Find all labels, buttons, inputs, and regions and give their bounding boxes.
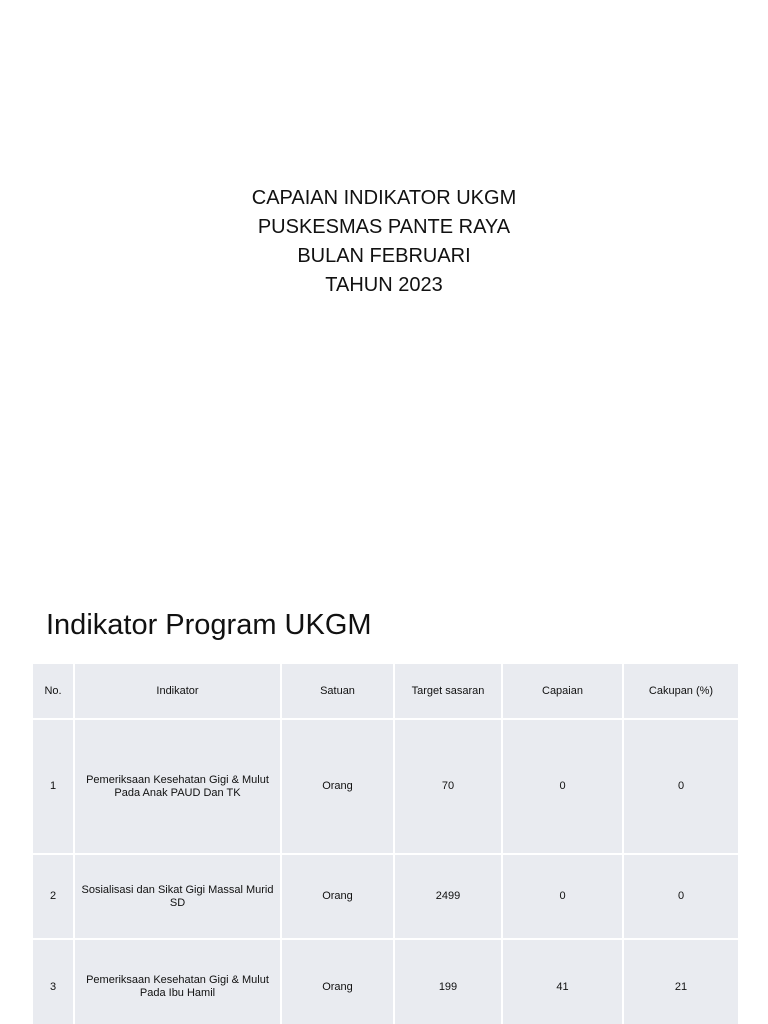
table-row	[33, 720, 740, 855]
cell-target: 199	[395, 940, 503, 1024]
header-capaian: Capaian	[503, 664, 624, 720]
header-satuan: Satuan	[282, 664, 395, 720]
cell-capaian: 0	[503, 720, 624, 855]
cell-indikator: Pemeriksaan Kesehatan Gigi & Mulut Pada Ibu Hamil	[75, 940, 282, 1024]
header-no: No.	[33, 664, 75, 720]
cell-no: 2	[33, 855, 75, 940]
cell-target: 2499	[395, 855, 503, 940]
slide-title	[0, 184, 768, 300]
cell-satuan: Orang	[282, 940, 395, 1024]
header-target: Target sasaran	[395, 664, 503, 720]
cell-cakupan: 21	[624, 940, 740, 1024]
table-row	[33, 855, 740, 940]
cell-capaian: 0	[503, 855, 624, 940]
cell-cakupan: 0	[624, 855, 740, 940]
cell-capaian: 41	[503, 940, 624, 1024]
slide-heading: Indikator Program UKGM	[46, 609, 372, 641]
cell-cakupan: 0	[624, 720, 740, 855]
cell-target: 70	[395, 720, 503, 855]
cell-no: 3	[33, 940, 75, 1024]
table-slide	[0, 560, 768, 1024]
table-header-row	[33, 664, 740, 720]
title-line: CAPAIAN INDIKATOR UKGM	[251, 187, 517, 209]
title-line: BULAN FEBRUARI	[297, 245, 471, 267]
table-row	[33, 940, 740, 1024]
cell-no: 1	[33, 720, 75, 855]
title-line: TAHUN 2023	[325, 274, 443, 296]
indicator-table	[33, 664, 740, 1024]
cell-satuan: Orang	[282, 855, 395, 940]
cell-satuan: Orang	[282, 720, 395, 855]
header-indikator: Indikator	[75, 664, 282, 720]
cell-indikator: Sosialisasi dan Sikat Gigi Massal Murid SD	[75, 855, 282, 940]
title-line: PUSKESMAS PANTE RAYA	[257, 216, 511, 238]
cell-indikator: Pemeriksaan Kesehatan Gigi & Mulut Pada Anak PAUD Dan TK	[75, 720, 282, 855]
header-cakupan: Cakupan (%)	[624, 664, 740, 720]
